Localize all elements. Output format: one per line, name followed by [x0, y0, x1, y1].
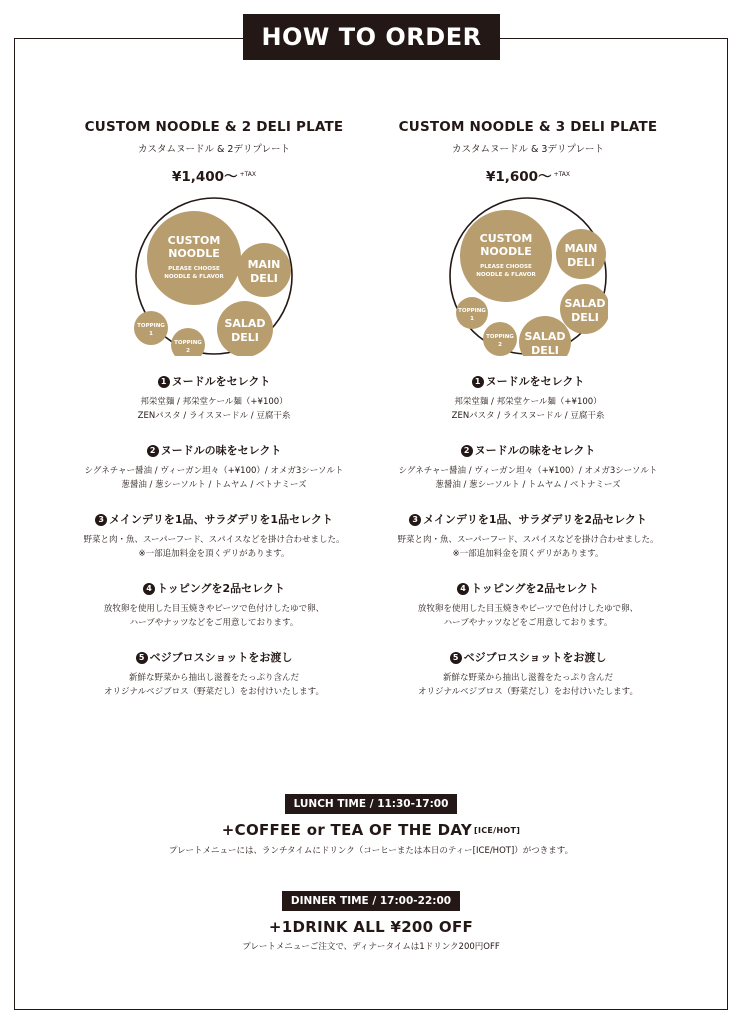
svg-text:NOODLE: NOODLE [480, 245, 532, 258]
lunch-time-badge: LUNCH TIME / 11:30-17:00 [285, 794, 458, 814]
step-number: 5 [450, 652, 462, 664]
plate-price [49, 166, 379, 186]
plate-subtitle: カスタムヌードル & 2デリプレート [137, 144, 291, 155]
step-item [49, 374, 379, 423]
svg-text:2: 2 [498, 342, 502, 348]
dinner-time-badge: DINNER TIME / 17:00-22:00 [282, 891, 460, 911]
topping-1-circle [456, 297, 488, 329]
svg-text:1: 1 [149, 331, 153, 337]
step-item [49, 581, 379, 630]
ice-hot-tag: [ICE/HOT] [474, 826, 521, 835]
step-description: 野菜と肉・魚、スーパーフード、スパイスなどを掛け合わせました。 ※一部追加料金を頂くデリがあります。 [397, 535, 659, 559]
main-deli-circle [556, 229, 606, 279]
svg-text:TOPPING: TOPPING [137, 323, 165, 329]
svg-text:NOODLE: NOODLE [168, 247, 220, 260]
step-number: 1 [158, 376, 170, 388]
step-description: 邦栄堂麺 / 邦栄堂ケール麺（+¥100） ZENパスタ / ライスヌードル / 豆腐干糸 [137, 397, 291, 421]
step-item [49, 512, 379, 561]
dinner-description: プレートメニューご注文で、ディナータイムは1ドリンク200円OFF [242, 942, 500, 952]
svg-text:DELI: DELI [567, 256, 595, 269]
lunch-offer: +COFFEE or TEA OF THE DAY [ICE/HOT] [221, 821, 521, 839]
svg-text:SALAD: SALAD [564, 297, 606, 310]
svg-text:2: 2 [186, 348, 190, 354]
step-item [363, 374, 693, 423]
salad-deli-circle [519, 316, 571, 356]
price-value: ¥1,400〜 [171, 169, 238, 185]
svg-text:TOPPING: TOPPING [458, 308, 486, 314]
custom-noodle-circle [147, 211, 241, 305]
step-title: 4 トッピングを2品セレクト [363, 581, 693, 597]
page-title: HOW TO ORDER [243, 14, 500, 60]
salad-deli-circle [217, 301, 273, 356]
topping-2-circle [483, 322, 517, 356]
svg-text:DELI: DELI [571, 311, 599, 324]
svg-text:TOPPING: TOPPING [174, 340, 202, 346]
step-item [49, 650, 379, 699]
dinner-offer: +1DRINK ALL ¥200 OFF [268, 918, 474, 936]
step-number: 1 [472, 376, 484, 388]
step-title: 2 ヌードルの味をセレクト [363, 443, 693, 459]
step-number: 3 [95, 514, 107, 526]
plate-title: CUSTOM NOODLE & 3 DELI PLATE [398, 119, 658, 135]
step-title: 5 ベジブロスショットをお渡し [363, 650, 693, 666]
plate-title: CUSTOM NOODLE & 2 DELI PLATE [84, 119, 344, 135]
step-number: 2 [147, 445, 159, 457]
lunch-section [14, 792, 728, 857]
svg-text:TOPPING: TOPPING [486, 334, 514, 340]
svg-text:DELI: DELI [231, 331, 259, 344]
plate-diagram [134, 196, 294, 356]
lunch-description: プレートメニューには、ランチタイムにドリンク（コーヒーまたは本日のティー[ICE/HOT]）がつきます。 [168, 846, 574, 856]
step-item [363, 512, 693, 561]
svg-text:PLEASE CHOOSE: PLEASE CHOOSE [168, 266, 220, 272]
step-title: 3 メインデリを1品、サラダデリを1品セレクト [49, 512, 379, 528]
step-title: 1 ヌードルをセレクト [363, 374, 693, 390]
svg-text:SALAD: SALAD [224, 317, 266, 330]
svg-text:NOODLE & FLAVOR: NOODLE & FLAVOR [164, 274, 224, 280]
plate-price [363, 166, 693, 186]
step-description: シグネチャー醤油 / ヴィーガン坦々（+¥100）/ オメガ3シーソルト 葱醤油 / 葱シーソルト / トムヤム / ベトナミーズ [84, 466, 344, 490]
svg-text:MAIN: MAIN [247, 258, 281, 271]
step-item [363, 581, 693, 630]
svg-text:CUSTOM: CUSTOM [167, 234, 221, 247]
step-number: 4 [457, 583, 469, 595]
svg-text:PLEASE CHOOSE: PLEASE CHOOSE [480, 264, 532, 270]
step-description: 新鮮な野菜から抽出し滋養をたっぷり含んだ オリジナルベジブロス（野菜だし）をお付けいたします。 [104, 673, 324, 697]
svg-text:CUSTOM: CUSTOM [479, 232, 533, 245]
main-deli-circle [237, 243, 291, 297]
step-number: 2 [461, 445, 473, 457]
dinner-section [14, 889, 728, 953]
plate-diagram [448, 196, 608, 356]
tax-note: +TAX [553, 171, 571, 178]
step-title: 1 ヌードルをセレクト [49, 374, 379, 390]
topping-2-circle [171, 328, 205, 356]
step-item [363, 650, 693, 699]
step-item [363, 443, 693, 492]
step-title: 2 ヌードルの味をセレクト [49, 443, 379, 459]
salad-deli-circle [560, 284, 608, 334]
topping-1-circle [134, 311, 168, 345]
step-title: 3 メインデリを1品、サラダデリを2品セレクト [363, 512, 693, 528]
step-description: 放牧卵を使用した目玉焼きやビーツで色付けしたゆで卵、 ハーブやナッツなどをご用意しております。 [103, 604, 325, 628]
plate-subtitle: カスタムヌードル & 3デリプレート [451, 144, 605, 155]
step-number: 4 [143, 583, 155, 595]
svg-text:DELI: DELI [250, 272, 278, 285]
step-description: 野菜と肉・魚、スーパーフード、スパイスなどを掛け合わせました。 ※一部追加料金を頂くデリがあります。 [83, 535, 345, 559]
step-number: 5 [136, 652, 148, 664]
svg-text:NOODLE & FLAVOR: NOODLE & FLAVOR [476, 272, 536, 278]
step-description: 放牧卵を使用した目玉焼きやビーツで色付けしたゆで卵、 ハーブやナッツなどをご用意しております。 [417, 604, 639, 628]
step-number: 3 [409, 514, 421, 526]
svg-text:DELI: DELI [531, 344, 559, 356]
step-description: 新鮮な野菜から抽出し滋養をたっぷり含んだ オリジナルベジブロス（野菜だし）をお付けいたします。 [418, 673, 638, 697]
plate-column-3-deli [363, 118, 693, 719]
step-title: 4 トッピングを2品セレクト [49, 581, 379, 597]
order-steps [49, 374, 379, 699]
order-steps [363, 374, 693, 699]
custom-noodle-circle [460, 210, 552, 302]
tax-note: +TAX [239, 171, 257, 178]
step-title: 5 ベジブロスショットをお渡し [49, 650, 379, 666]
step-item [49, 443, 379, 492]
step-description: 邦栄堂麺 / 邦栄堂ケール麺（+¥100） ZENパスタ / ライスヌードル / 豆腐干糸 [451, 397, 605, 421]
svg-text:SALAD: SALAD [524, 330, 566, 343]
price-value: ¥1,600〜 [485, 169, 552, 185]
plate-column-2-deli [49, 118, 379, 719]
svg-text:MAIN: MAIN [564, 242, 598, 255]
svg-text:1: 1 [470, 316, 474, 322]
step-description: シグネチャー醤油 / ヴィーガン坦々（+¥100）/ オメガ3シーソルト 葱醤油 / 葱シーソルト / トムヤム / ベトナミーズ [398, 466, 658, 490]
